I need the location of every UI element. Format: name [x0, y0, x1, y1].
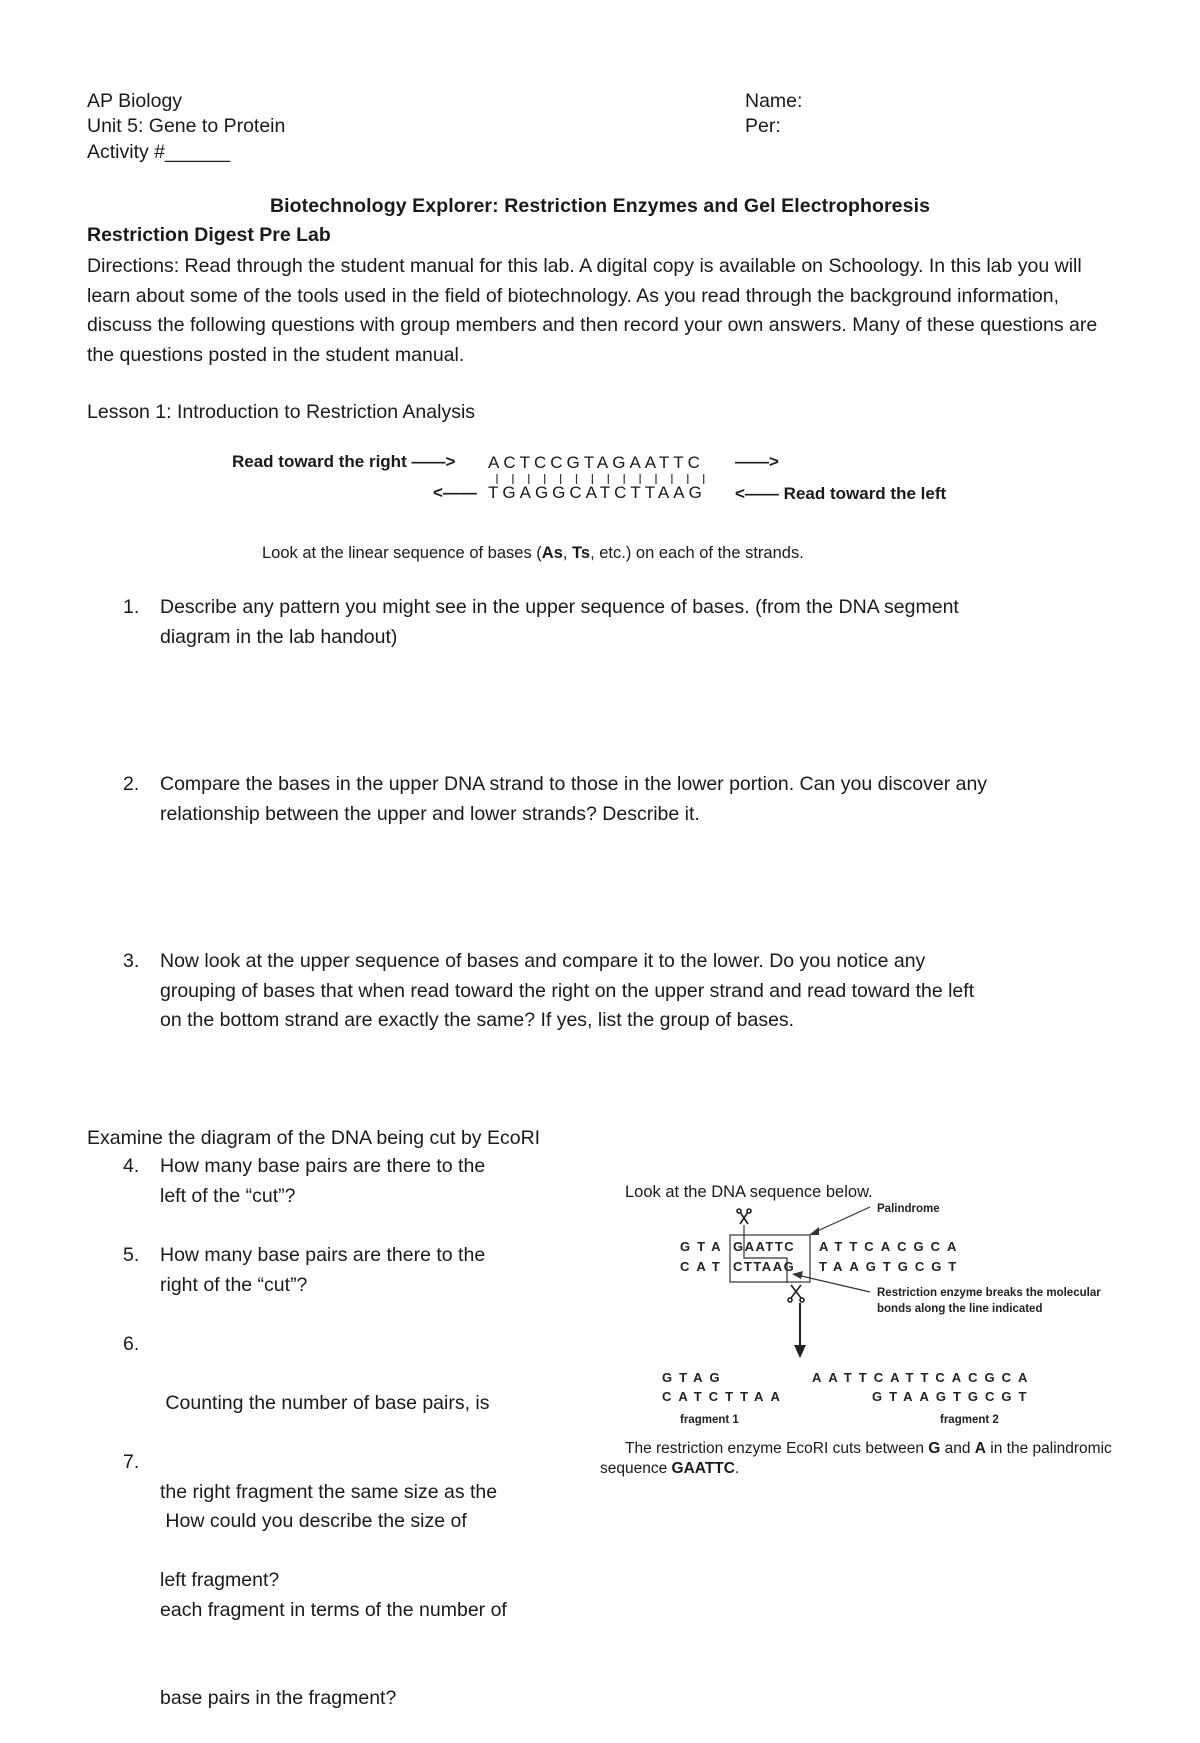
upper-strand: ACTCCGTAGAATTC — [488, 453, 704, 472]
left-arrow-icon: <—— — [735, 484, 779, 503]
question-3-text: Now look at the upper sequence of bases and compare it to the lower. Do you notice any grouping of bases that when read toward the right on the upper strand and read toward the left on the bottom strand are exactly the same? If yes, list the group of bases. — [160, 950, 975, 1031]
question-2-number: 2. — [123, 773, 140, 795]
enzyme-label-line2: bonds along the line indicated — [877, 1303, 1043, 1315]
lesson-heading: Lesson 1: Introduction to Restriction Analysis — [87, 401, 476, 423]
directions-text: Directions: Read through the student manual for this lab. A digital copy is available on Schoology. In this lab you will learn about some of the tools used in the field of biotechnology. As you read through the background information, discuss the following questions with group members and then record your own answers. Many of these questions are the questions posted in the student manual. — [87, 255, 1098, 366]
read-left-label — [735, 484, 946, 504]
bottom-strand-left: CAT — [680, 1259, 727, 1274]
question-4-number: 4. — [123, 1155, 140, 1177]
scissors-bottom-icon — [788, 1285, 804, 1302]
figure-strands — [230, 445, 1010, 565]
fragment2-label: fragment 2 — [940, 1414, 999, 1426]
fragment2-top: AATTCATTCACGCA — [812, 1370, 1035, 1385]
figure2-caption-line1: The restriction enzyme EcoRI cuts between G and A in the palindromic — [625, 1440, 1112, 1457]
question-3-number: 3. — [123, 950, 140, 972]
scissors-top-icon — [737, 1209, 751, 1224]
page-subtitle: Restriction Digest Pre Lab — [87, 224, 331, 246]
question-4-text: How many base pairs are there to the left of the “cut”? — [160, 1155, 486, 1207]
question-2-text: Compare the bases in the upper DNA strand to those in the lower portion. Can you discover any relationship between the upper and lower strands? Describe it. — [160, 773, 988, 825]
figure-ecori — [595, 1175, 1175, 1485]
fragment1-top: GTAG — [662, 1370, 727, 1385]
lower-strand: TGAGGCATCTTAAG — [488, 483, 706, 502]
read-right-label — [232, 452, 455, 472]
ecori-heading: Examine the diagram of the DNA being cut by EcoRI — [87, 1127, 541, 1149]
figure1-caption: Look at the linear sequence of bases (As, Ts, etc.) on each of the strands. — [262, 544, 804, 562]
read-right-text: Read toward the right — [232, 452, 407, 471]
question-1-number: 1. — [123, 596, 140, 618]
question-7-text: How could you describe the size of each fragment in terms of the number of base pairs in the fragment? — [160, 1510, 507, 1709]
page-title: Biotechnology Explorer: Restriction Enzymes and Gel Electrophoresis — [269, 195, 931, 217]
activity-label: Activity #______ — [87, 141, 231, 163]
per-label: Per: — [745, 115, 781, 137]
enzyme-label-line1: Restriction enzyme breaks the molecular — [877, 1287, 1101, 1299]
question-6-number: 6. — [123, 1333, 140, 1355]
question-1-text: Describe any pattern you might see in the upper sequence of bases. (from the DNA segment diagram in the lab handout) — [160, 596, 959, 648]
right-arrow-icon: ——> — [411, 452, 456, 471]
upper-arrow-icon: ——> — [735, 452, 779, 471]
name-label: Name: — [745, 90, 803, 112]
figure2-heading: Look at the DNA sequence below. — [625, 1183, 873, 1201]
cut-line — [744, 1225, 787, 1283]
lower-arrow-icon: <—— — [433, 483, 477, 502]
question-7-number: 7. — [123, 1451, 140, 1473]
fragment1-label: fragment 1 — [680, 1414, 739, 1426]
figure2-caption-line2: sequence GAATTC. — [600, 1460, 740, 1477]
top-strand-palindrome: GAATTC — [733, 1239, 796, 1254]
question-5-number: 5. — [123, 1244, 140, 1266]
top-strand-left: GTA — [680, 1239, 728, 1254]
top-strand-right: ATTCACGCA — [819, 1239, 964, 1254]
course-label: AP Biology — [87, 90, 183, 112]
fragment2-bottom: GTAAGTGCGT — [872, 1389, 1034, 1404]
question-6-text: Counting the number of base pairs, is the right fragment the same size as the left fragment? — [160, 1392, 498, 1591]
bottom-strand-right: TAAGTGCGT — [819, 1259, 964, 1274]
fragment1-bottom: CATCTTAA — [662, 1389, 787, 1404]
palindrome-label: Palindrome — [877, 1203, 940, 1215]
question-5-text: How many base pairs are there to the right of the “cut”? — [160, 1244, 486, 1296]
read-left-text: Read toward the left — [783, 484, 947, 503]
bottom-strand-palindrome: CTTAAG — [733, 1259, 796, 1274]
unit-label: Unit 5: Gene to Protein — [87, 115, 286, 137]
